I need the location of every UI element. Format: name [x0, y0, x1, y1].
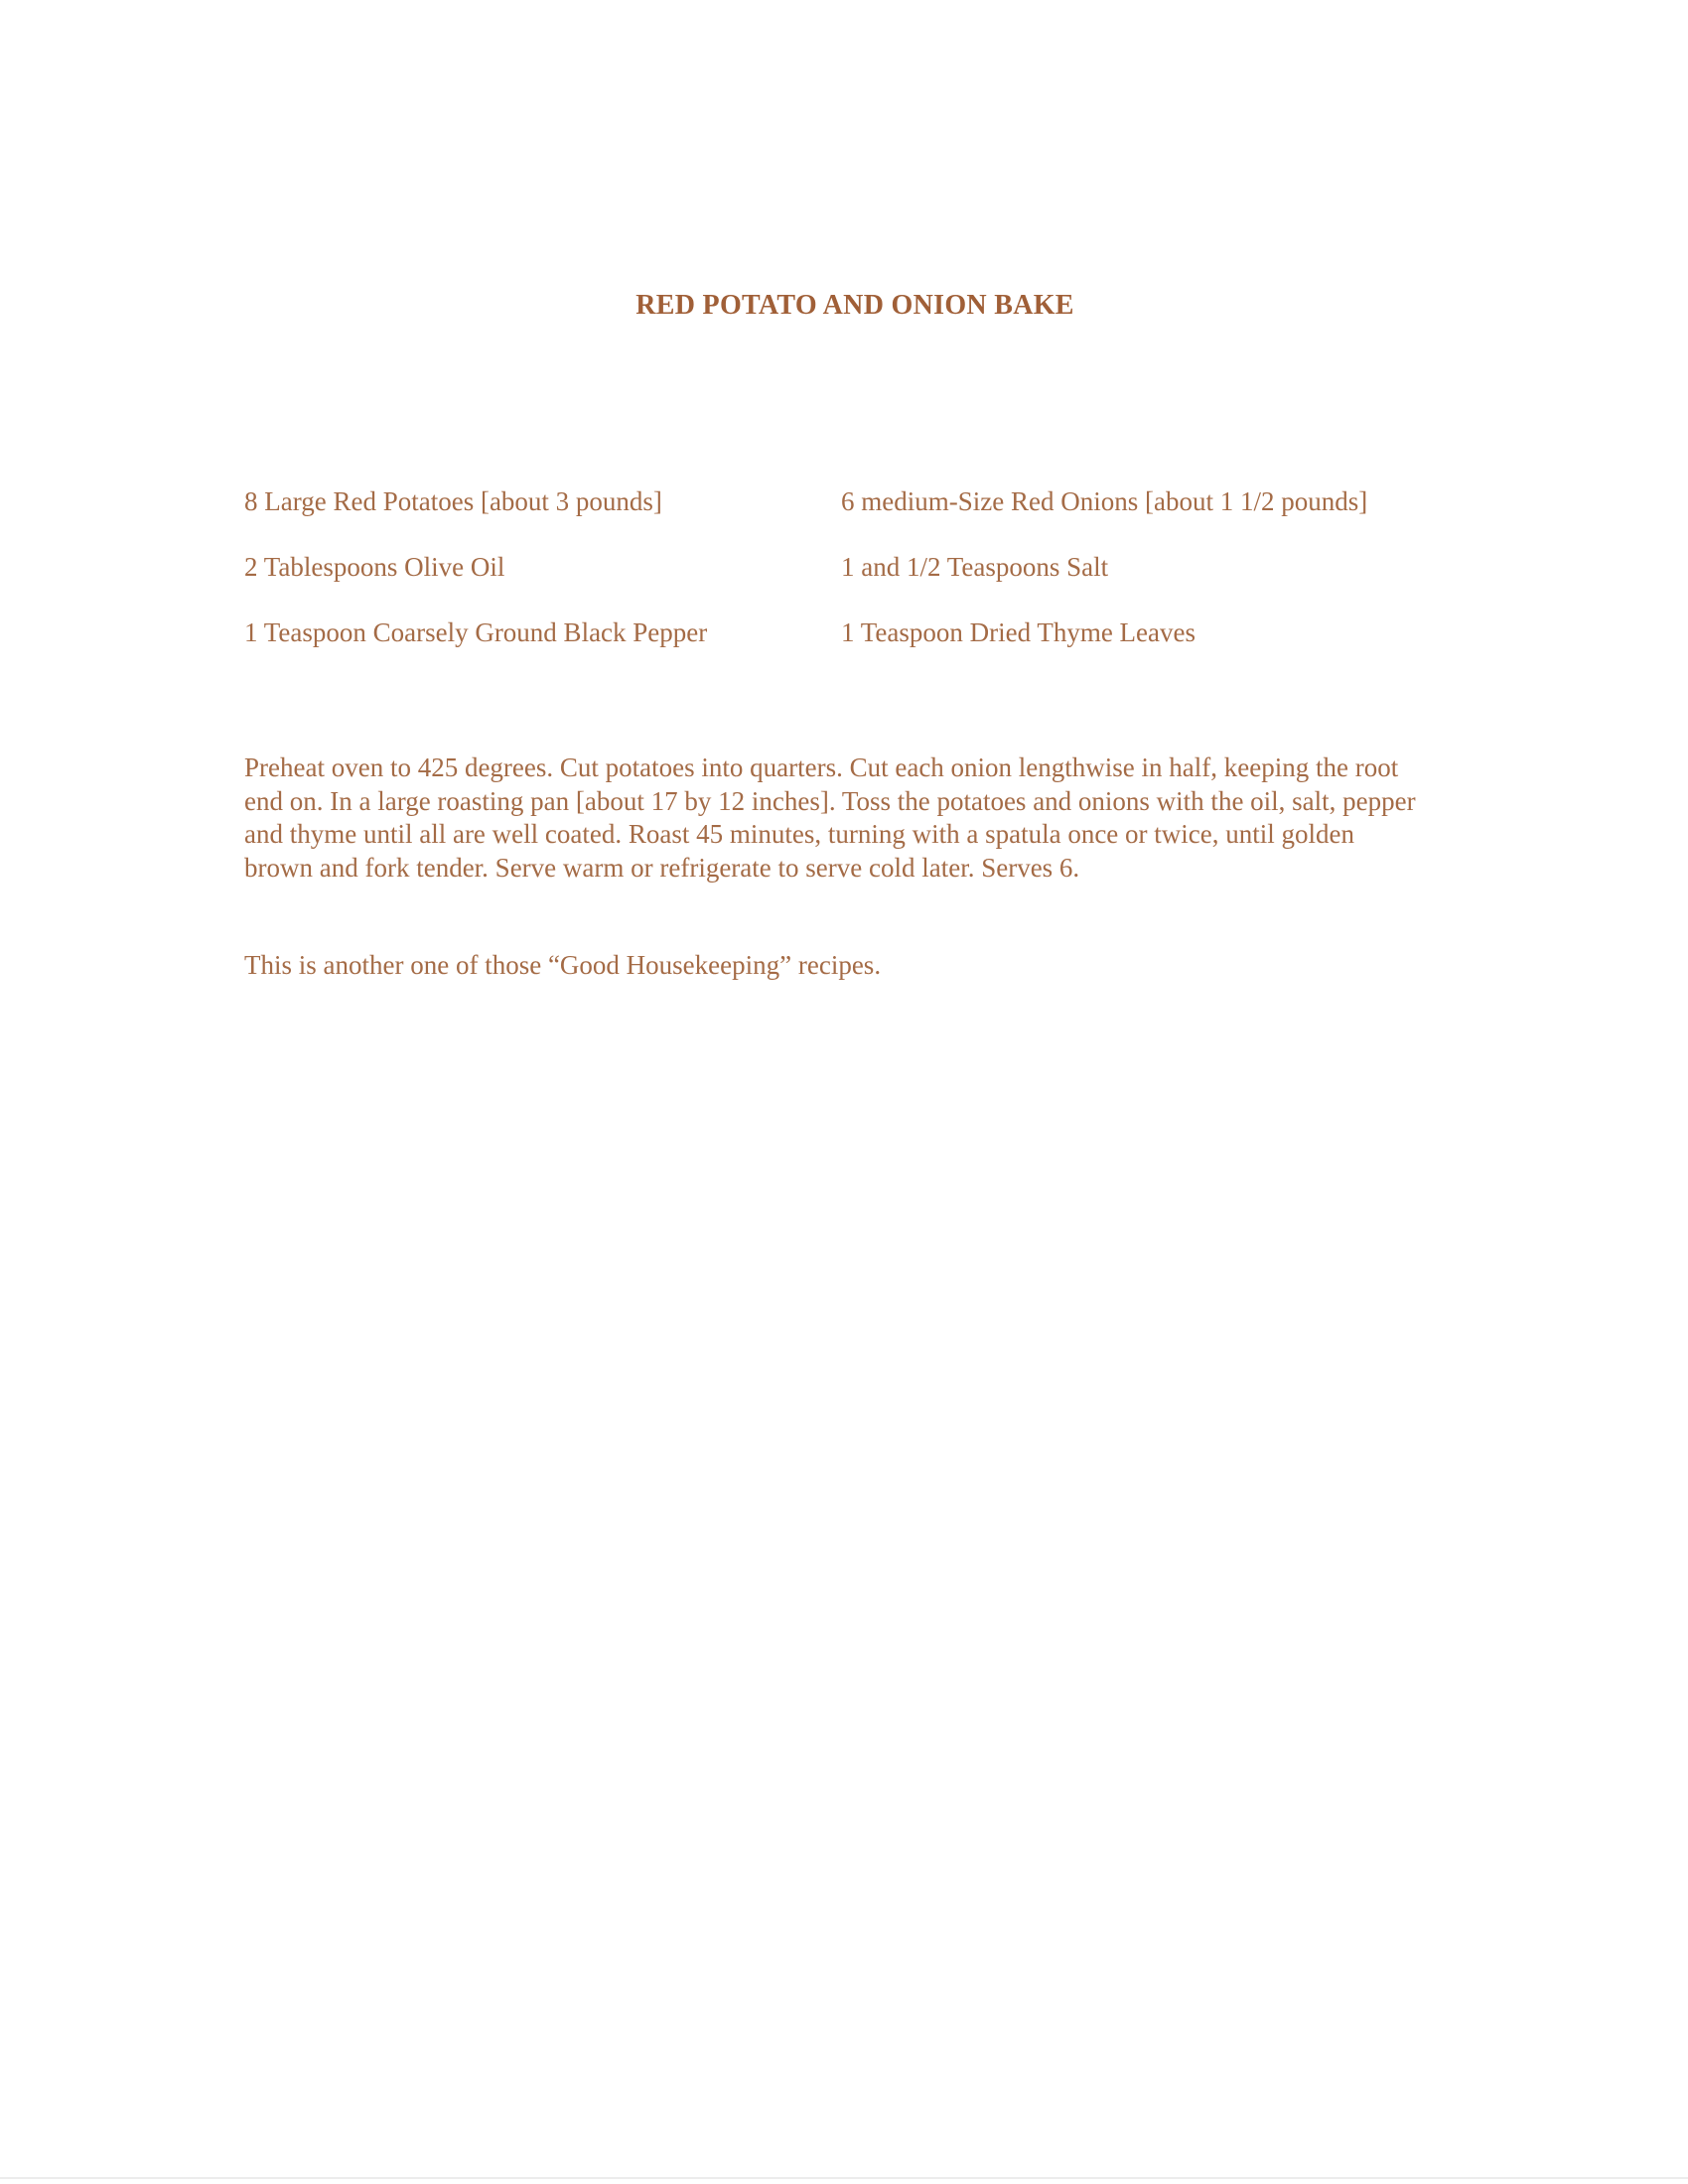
ingredient-item: 1 Teaspoon Coarsely Ground Black Pepper — [244, 617, 708, 647]
ingredients-list — [244, 484, 1436, 681]
instructions-paragraph: Preheat oven to 425 degrees. Cut potatoes into quarters. Cut each onion lengthwise in half, keeping the root end on. In a large roasting pan [about 17 by 12 inches]. Toss the potatoes and onions with the oil, salt, pepper and thyme until all are well coated. Roast 45 minutes, turning with a spatula once or twice, until golden brown and fork tender. Serve warm or refrigerate to serve cold later. Serves 6. — [244, 752, 1416, 883]
ingredient-item: 2 Tablespoons Olive Oil — [244, 552, 505, 582]
ingredient-item: 8 Large Red Potatoes [about 3 pounds] — [244, 486, 662, 516]
scan-edge-line — [0, 2177, 1688, 2179]
ingredient-item: 6 medium-Size Red Onions [about 1 1/2 pounds] — [841, 486, 1368, 516]
ingredient-row — [244, 550, 1436, 615]
ingredient-row — [244, 615, 1436, 681]
ingredient-row — [244, 484, 1436, 550]
recipe-note: This is another one of those “Good Housekeeping” recipes. — [244, 950, 882, 980]
ingredient-item: 1 Teaspoon Dried Thyme Leaves — [841, 617, 1196, 647]
recipe-title: RED POTATO AND ONION BAKE — [635, 290, 1074, 321]
ingredient-item: 1 and 1/2 Teaspoons Salt — [841, 552, 1109, 582]
